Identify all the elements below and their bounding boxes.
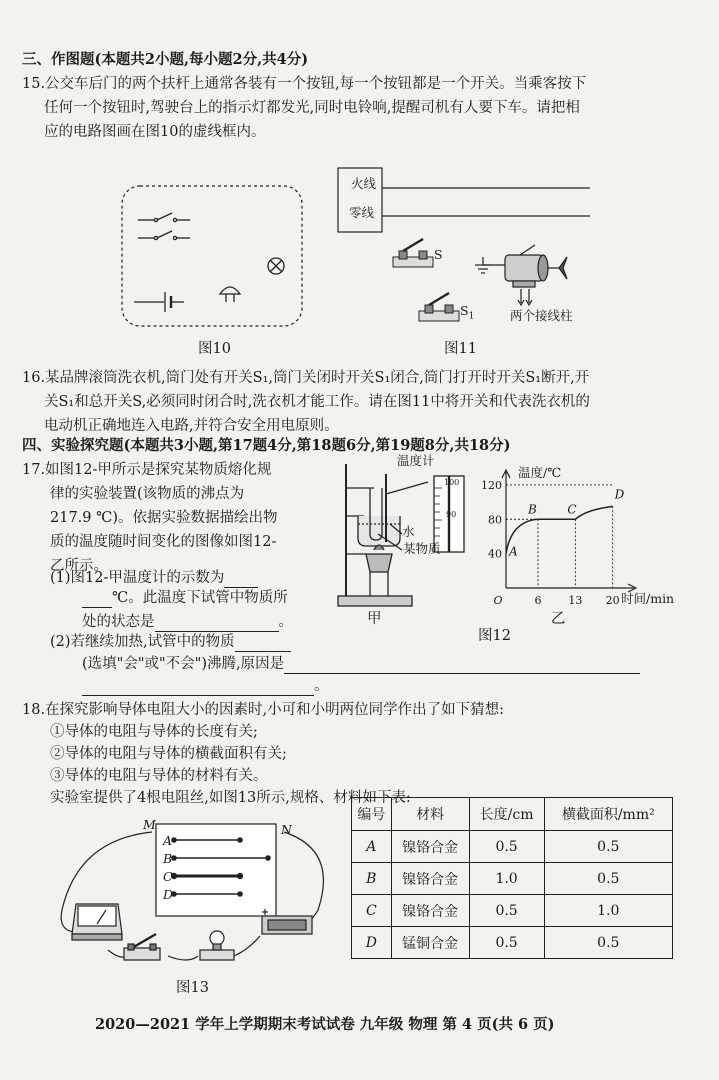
- ground-icon: [475, 257, 505, 273]
- cell-id: D: [352, 927, 392, 959]
- figure-11-caption: 图11: [444, 341, 477, 357]
- neutral-wire-label: 零线: [349, 205, 375, 220]
- switch-2-icon: [138, 231, 190, 240]
- switch-s-label: S: [434, 247, 443, 262]
- q17-line5: 乙所示。: [50, 558, 108, 574]
- cell-length: 0.5: [469, 831, 544, 863]
- table-row: [352, 831, 673, 863]
- chart-x-tick-6: 6: [534, 594, 542, 607]
- chart-x-tick-20: 20: [605, 594, 620, 607]
- cell-material: 镍铬合金: [391, 831, 469, 863]
- cell-length: 1.0: [469, 863, 544, 895]
- bell-icon: [220, 287, 240, 302]
- q18-guess2: ②导体的电阻与导体的横截面积有关;: [50, 746, 287, 762]
- cell-length: 0.5: [469, 927, 544, 959]
- cell-area: 1.0: [544, 895, 672, 927]
- cell-id: A: [352, 831, 392, 863]
- resistance-wire-table: [351, 797, 673, 959]
- figure-13-circuit: [48, 810, 348, 976]
- cell-area: 0.5: [544, 927, 672, 959]
- chart-point-label-b: B: [528, 502, 537, 517]
- table-header-row: [352, 798, 673, 831]
- figure-12-yi-label: 乙: [551, 611, 566, 627]
- chart-xlabel: 时间/min: [621, 591, 675, 606]
- cell-id: C: [352, 895, 392, 927]
- water-label: 水: [402, 524, 415, 539]
- cell-material: 镍铬合金: [391, 863, 469, 895]
- q15-line3: 应的电路图画在图10的虚线框内。: [44, 124, 266, 140]
- q17-line3: 217.9 ℃)。依据实验数据描绘出物: [50, 510, 278, 526]
- figure-10-caption: 图10: [198, 341, 231, 357]
- cell-area: 0.5: [544, 831, 672, 863]
- table-row: [352, 895, 673, 927]
- cell-length: 0.5: [469, 895, 544, 927]
- bulb-icon: [200, 931, 234, 960]
- q18-guess3: ③导体的电阻与导体的材料有关。: [50, 768, 268, 784]
- chart-origin-label: O: [493, 594, 503, 607]
- q18-guess1: ①导体的电阻与导体的长度有关;: [50, 724, 258, 740]
- section4-header: 四、实验探究题(本题共3小题,第17题4分,第18题6分,第19题8分,共18分): [22, 437, 511, 454]
- switch-1-icon: [138, 213, 190, 222]
- node-m-label: M: [143, 817, 156, 832]
- chart-point-label-a: A: [509, 544, 518, 559]
- switch-icon: [124, 934, 160, 960]
- q17-part2-line3: 。: [82, 676, 329, 696]
- therm-tick-100: 100: [444, 478, 460, 487]
- lamp-icon: [268, 258, 284, 274]
- q17-part1-line1: (1)图12-甲温度计的示数为: [50, 568, 258, 588]
- header-length: 长度/cm: [469, 798, 544, 831]
- chart-y-tick-40: 40: [488, 547, 502, 561]
- q18-line1: 18.在探究影响导体电阻大小的因素时,小可和小明两位同学作出了如下猜想:: [22, 702, 505, 718]
- cell-id: B: [352, 863, 392, 895]
- ammeter-icon: [72, 904, 122, 940]
- wire-b-label: B: [163, 851, 173, 866]
- q15-line2: 任何一个按钮时,驾驶台上的指示灯都发光,同时电铃响,提醒司机有人要下车。请把相: [44, 100, 580, 116]
- chart-y-tick-120: 120: [481, 478, 502, 492]
- wire-a-label: A: [163, 833, 173, 848]
- terminals-label: 两个接线柱: [510, 308, 573, 323]
- cell-material: 镍铬合金: [391, 895, 469, 927]
- q16-line1: 16.某品牌滚筒洗衣机,筒门处有开关S₁,筒门关闭时开关S₁闭合,筒门打开时开关S₁断开,开: [22, 370, 590, 386]
- q18-line5: 实验室提供了4根电阻丝,如图13所示,规格、材料如下表:: [50, 790, 411, 806]
- substance-label: 某物质: [403, 541, 441, 556]
- figure-12-caption: 图12: [478, 628, 511, 644]
- cell-area: 0.5: [544, 863, 672, 895]
- q16-line3: 电动机正确地连入电路,并符合安全用电原则。: [44, 418, 339, 434]
- fire-wire-label: 火线: [351, 176, 377, 191]
- chart-x-tick-13: 13: [568, 594, 583, 607]
- q15-line1: 15.公交车后门的两个扶杆上通常各装有一个按钮,每一个按钮都是一个开关。当乘客按下: [22, 76, 587, 92]
- cell-material: 锰铜合金: [391, 927, 469, 959]
- q16-line2: 关S₁和总开关S,必须同时闭合时,洗衣机才能工作。请在图11中将开关和代表洗衣机的: [44, 394, 590, 410]
- answer-blank-state[interactable]: [155, 615, 279, 632]
- switch-s1-icon: [419, 293, 459, 321]
- chart-series-line: [506, 506, 613, 553]
- page-footer: 2020—2021 学年上学期期末考试试卷 九年级 物理 第 4 页(共 6 页): [95, 1016, 555, 1033]
- figure-10-circuit-parts: [112, 180, 312, 332]
- figure-12-jia-label: 甲: [367, 611, 382, 627]
- answer-blank-reason[interactable]: [284, 657, 640, 674]
- chart-point-label-c: C: [567, 502, 577, 517]
- chart-point-label-d: D: [614, 487, 625, 502]
- therm-tick-90: 90: [446, 510, 457, 519]
- q17-part1-line3: 处的状态是 。: [82, 614, 293, 630]
- header-area: 横截面积/mm²: [544, 798, 672, 831]
- answer-blank-temperature[interactable]: [224, 571, 258, 588]
- thermometer-label: 温度计: [397, 453, 435, 468]
- figure-13-caption: 图13: [176, 980, 209, 996]
- motor-icon: [505, 245, 567, 305]
- battery-icon: [134, 292, 184, 312]
- chart-y-tick-80: 80: [488, 513, 502, 527]
- wire-c-label: C: [163, 869, 173, 884]
- table-row: [352, 927, 673, 959]
- answer-blank-boil[interactable]: [235, 635, 291, 652]
- table-row: [352, 863, 673, 895]
- header-material: 材料: [391, 798, 469, 831]
- q17-line2: 律的实验装置(该物质的沸点为: [50, 486, 245, 502]
- header-id: 编号: [352, 798, 392, 831]
- q17-line4: 质的温度随时间变化的图像如图12-: [50, 534, 277, 550]
- chart-ylabel: 温度/℃: [518, 465, 562, 480]
- q17-part2-line1: (2)若继续加热,试管中的物质: [50, 632, 291, 652]
- section3-header: 三、作图题(本题共2小题,每小题2分,共4分): [22, 51, 309, 68]
- figure-12-chart: [481, 458, 684, 638]
- q17-part1-line2: ℃。此温度下试管中物质所: [82, 588, 288, 608]
- q17-line1: 17.如图12-甲所示是探究某物质熔化规: [22, 462, 272, 478]
- node-n-label: N: [281, 822, 292, 837]
- wire-d-label: D: [163, 887, 174, 902]
- q17-part2-line2: (选填"会"或"不会")沸腾,原因是: [82, 654, 640, 674]
- switch-s-icon: [393, 239, 433, 267]
- switch-s1-label: $S_1$: [460, 303, 475, 322]
